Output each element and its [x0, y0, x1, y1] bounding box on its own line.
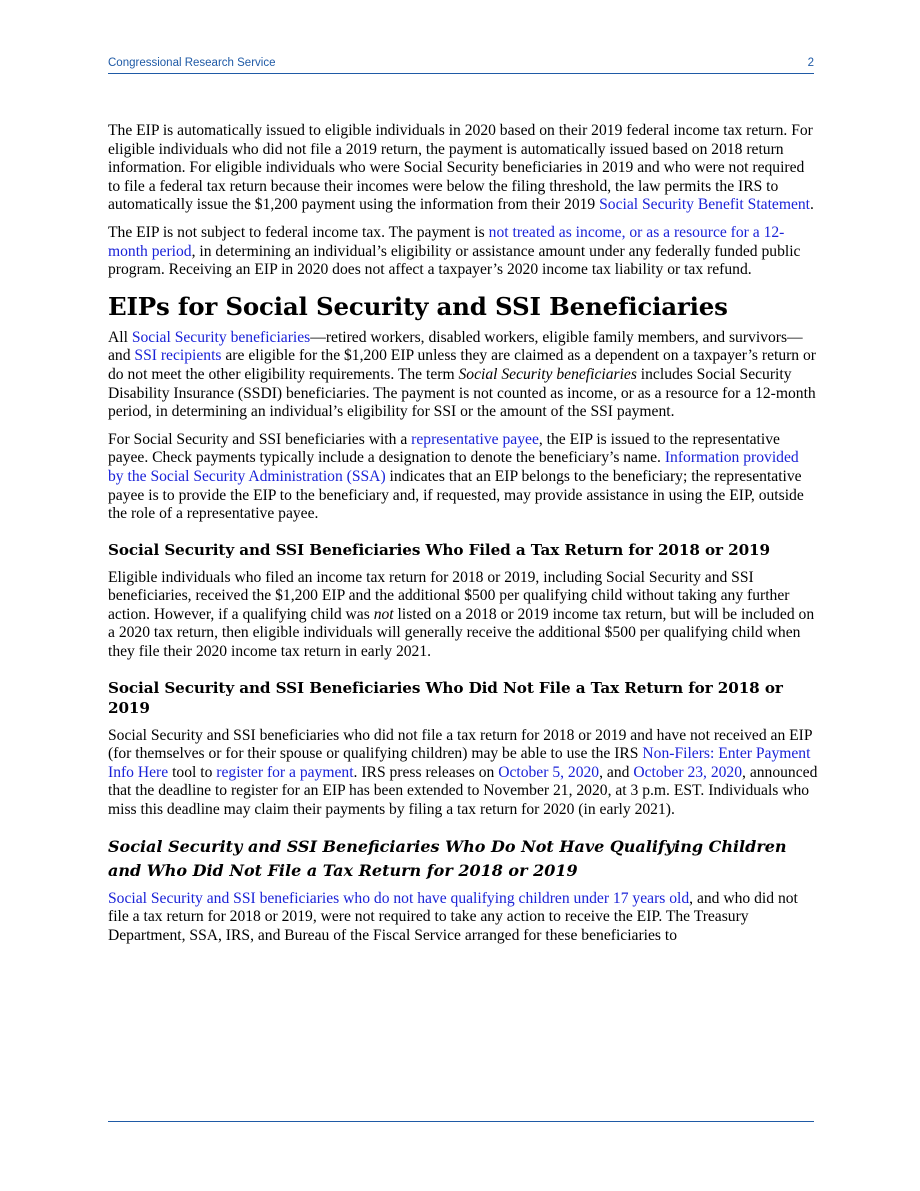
- paragraph: Social Security and SSI beneficiaries who did not file a tax return for 2018 or 2019 and have not received an EIP (for themselves or for their spouse or qualifying children) may be able to use the IRS Non-Filers: Enter Payment Info Here tool to register for a payment. IRS press releases on October 5, 2020, and October 23, 2020, announced that the deadline to register for an EIP has been extended to November 21, 2020, at 3 p.m. EST. Individuals who miss this deadline may claim their payments by filing a tax return for 2020 (in early 2021).: [108, 726, 818, 819]
- sub-subsection-heading: Social Security and SSI Beneficiaries Who Do Not Have Qualifying Children and Who Did Not File a Tax Return for 2018 or 2019: [108, 836, 787, 880]
- footer-rule: [108, 1121, 814, 1122]
- paragraph: Social Security and SSI beneficiaries who do not have qualifying children under 17 years old, and who did not file a tax return for 2018 or 2019, were not required to take any action to receive the EIP. The Treasury Department, SSA, IRS, and Bureau of the Fiscal Service arranged for these beneficiaries to: [108, 889, 798, 944]
- page-number: 2: [807, 57, 814, 69]
- document-body: [108, 122, 818, 954]
- paragraph: Eligible individuals who filed an income tax return for 2018 or 2019, including Social Security and SSI beneficiaries, received the $1,200 EIP and the additional $500 per qualifying child without taking any further action. However, if a qualifying child was not listed on a 2018 or 2019 income tax return, but will be included on a 2020 tax return, then eligible individuals will generally receive the additional $500 per qualifying child when they file their 2020 income tax return in early 2021.: [108, 568, 815, 661]
- link-ssi-recipients[interactable]: SSI recipients: [134, 347, 222, 365]
- header-org-name: Congressional Research Service: [108, 57, 276, 69]
- paragraph: The EIP is not subject to federal income tax. The payment is not treated as income, or as a resource for a 12-month period, in determining an individual’s eligibility or assistance amount under any federally funded public program. Receiving an EIP in 2020 does not affect a taxpayer’s 2020 income tax liability or tax refund.: [108, 223, 801, 279]
- header-rule: [108, 73, 814, 74]
- link-social-security-benefit-statement[interactable]: Social Security Benefit Statement: [599, 196, 811, 214]
- link-not-treated-as-income[interactable]: not treated as income, or as a resource for a 12-month period: [108, 223, 785, 260]
- link-register-for-payment[interactable]: register for a payment: [216, 763, 354, 781]
- paragraph: The EIP is automatically issued to eligible individuals in 2020 based on their 2019 federal income tax return. For eligible individuals who did not file a 2019 return, the payment is automatically issued based on 2018 return information. For eligible individuals who were Social Security beneficiaries in 2019 and who were not required to file a federal tax return because their incomes were below the filing threshold, the law permits the IRS to automatically issue the $1,200 payment using the information from their 2019 Social Security Benefit Statement.: [108, 122, 814, 214]
- subsection-heading: Social Security and SSI Beneficiaries Who Did Not File a Tax Return for 2018 or 2019: [108, 678, 783, 717]
- link-ssa-information[interactable]: Information provided by the Social Security Administration (SSA): [108, 449, 799, 485]
- paragraph: For Social Security and SSI beneficiaries with a representative payee, the EIP is issued to the representative payee. Check payments typically include a designation to denote the beneficiary’s name. Information provided by the Social Security Administration (SSA) indicates that an EIP belongs to the beneficiary; the representative payee is to provide the EIP to the beneficiary and, if requested, may provide assistance in using the EIP, outside the role of a representative payee.: [108, 430, 804, 523]
- subsection-heading: Social Security and SSI Beneficiaries Who Filed a Tax Return for 2018 or 2019: [108, 540, 770, 559]
- section-heading: EIPs for Social Security and SSI Beneficiaries: [108, 291, 728, 321]
- link-beneficiaries-without-children[interactable]: Social Security and SSI beneficiaries who do not have qualifying children under 17 years old: [108, 889, 690, 907]
- link-social-security-beneficiaries[interactable]: Social Security beneficiaries: [131, 328, 311, 346]
- link-october-23-2020[interactable]: October 23, 2020: [633, 763, 743, 781]
- link-october-5-2020[interactable]: October 5, 2020: [498, 763, 600, 781]
- link-representative-payee[interactable]: representative payee: [411, 430, 539, 448]
- page-header: [108, 57, 814, 73]
- paragraph: All Social Security beneficiaries—retired workers, disabled workers, eligible family members, and survivors—and SSI recipients are eligible for the $1,200 EIP unless they are claimed as a dependent on a taxpayer’s return or do not meet the other eligibility requirements. The term Social Security beneficiaries includes Social Security Disability Insurance (SSDI) beneficiaries. The payment is not counted as income, or as a resource for a 12-month period, in determining an individual’s eligibility for SSI or the amount of the SSI payment.: [108, 328, 816, 421]
- link-non-filers-tool[interactable]: Non-Filers: Enter Payment Info Here: [108, 745, 811, 781]
